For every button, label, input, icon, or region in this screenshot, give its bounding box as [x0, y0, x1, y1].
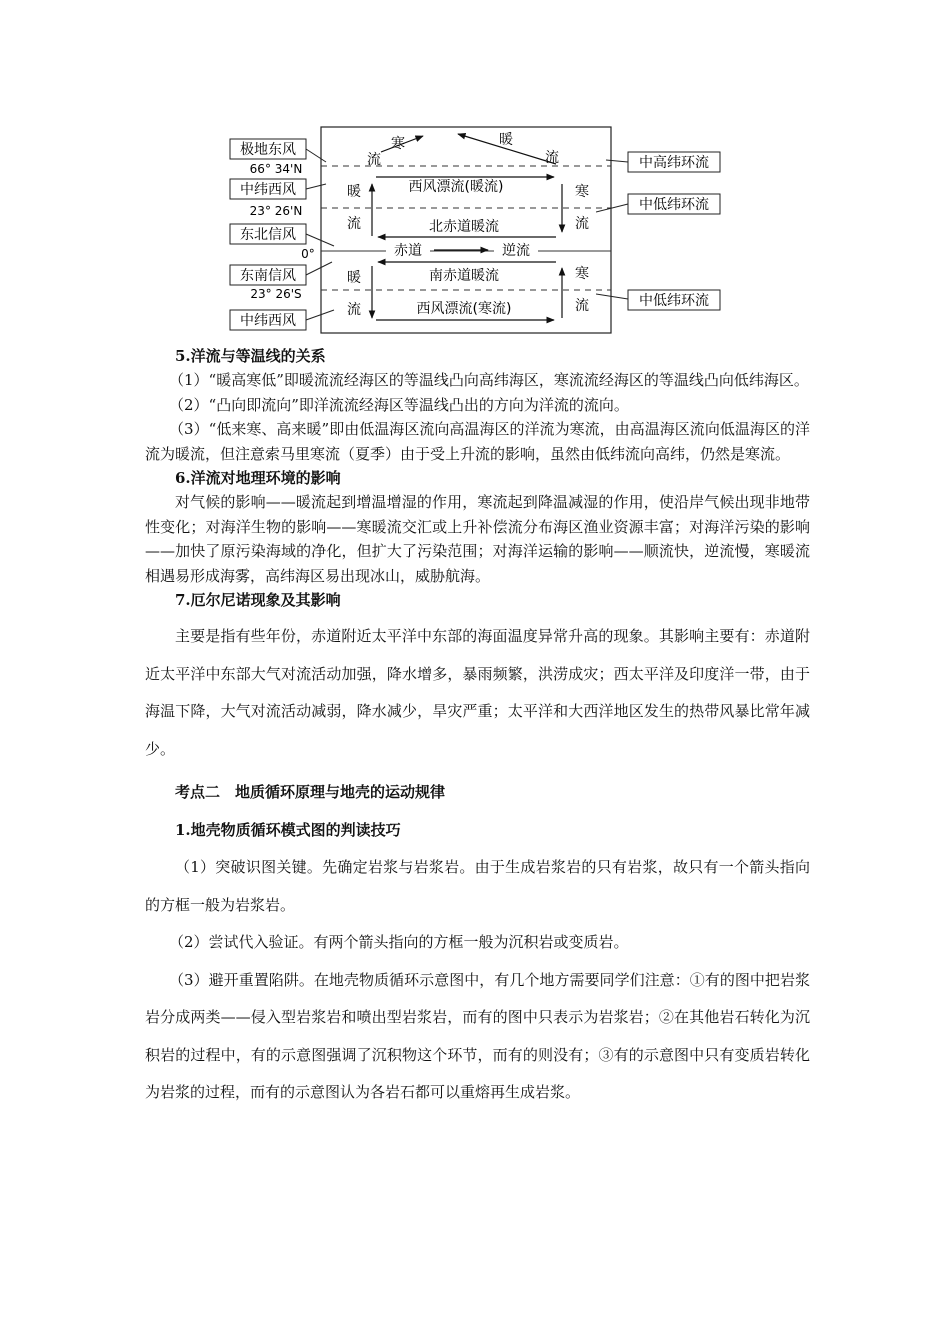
- section-6-para-1: 对气候的影响——暖流起到增温增湿的作用，寒流起到降温减湿的作用，使沿岸气候出现非地带性变化；对海洋生物的影响——寒暖流交汇或上升补偿流分布海区渔业资源丰富；对海洋污染的影响——加快了原污染海域的净化，但扩大了污染范围；对海洋运输的影响——顺流快，逆流慢，寒暖流相遇易形成海雾，高纬海区易出现冰山，威胁航海。: [145, 493, 810, 585]
- connector-line: [596, 294, 628, 299]
- connector-line: [306, 310, 334, 320]
- connector-line: [606, 160, 628, 162]
- text-n-liu-right: 流: [575, 216, 589, 232]
- text-eq-left: 赤道: [394, 243, 422, 259]
- right-labels-svg: [596, 124, 726, 336]
- ocean-current-svg: [226, 124, 626, 336]
- connector-line: [306, 262, 332, 275]
- section-5-title: 5.洋流与等温线的关系: [175, 347, 326, 365]
- text-n-han: 寒: [575, 184, 589, 200]
- label-polar-easterly: 极地东风: [240, 142, 296, 158]
- document-body: [145, 344, 810, 1112]
- section-5-para-3: （3）“低来寒、高来暖”即由低温海区流向高温海区的洋流为寒流，由高温海区流向低温海区的洋流为暖流，但注意索马里寒流（夏季）由于受上升流的影响，虽然由低纬流向高纬，仍然是寒流。: [145, 420, 810, 463]
- connector-line: [306, 149, 326, 162]
- text-s-han: 寒: [575, 266, 589, 282]
- text-south-eq: 南赤道暖流: [429, 268, 499, 284]
- topic-2-title: 考点二 地质循环原理与地壳的运动规律: [175, 783, 446, 801]
- label-mid-low-gyre-n: 中低纬环流: [639, 197, 709, 213]
- text-top-han: 寒: [391, 136, 405, 152]
- section-5-para-1: （1）“暖高寒低”即暖流流经海区的等温线凸向高纬海区，寒流流经海区的等温线凸向低纬海区。: [169, 371, 809, 389]
- section-7-title: 7.厄尔尼诺现象及其影响: [175, 591, 341, 609]
- topic-2-para-3: （3）避开重置陷阱。在地壳物质循环示意图中，有几个地方需要同学们注意：①有的图中把岩浆岩分成两类——侵入型岩浆岩和喷出型岩浆岩，而有的图中只表示为岩浆岩；②在其他岩石转化为沉积岩的过程中，有的示意图强调了沉积物这个环节，而有的则没有；③有的示意图中只有变质岩转化为岩浆的过程，而有的示意图认为各岩石都可以重熔再生成岩浆。: [145, 970, 810, 1101]
- text-s-nuan: 暖: [347, 270, 361, 286]
- text-top-liu-right: 流: [545, 150, 559, 166]
- section-5-para-2: （2）“凸向即流向”即洋流流经海区等温线凸出的方向为洋流的流向。: [169, 395, 629, 414]
- label-mid-low-gyre-s: 中低纬环流: [639, 293, 709, 309]
- label-equator: 0°: [301, 247, 315, 261]
- label-se-trade: 东南信风: [240, 268, 296, 284]
- text-eq-right: 逆流: [502, 243, 530, 259]
- text-westerly-s: 西风漂流(寒流): [416, 301, 512, 317]
- text-top-liu-left: 流: [367, 152, 381, 168]
- text-north-eq: 北赤道暖流: [429, 219, 499, 235]
- text-top-nuan: 暖: [499, 132, 513, 148]
- text-westerly-n: 西风漂流(暖流): [408, 179, 504, 195]
- section-7-para-1: 主要是指有些年份，赤道附近太平洋中东部的海面温度异常升高的现象。其影响主要有：赤道附近太平洋中东部大气对流活动加强，降水增多，暴雨频繁，洪涝成灾；西太平洋及印度洋一带，由于海温下降，大气对流活动减弱，降水减少，旱灾严重；太平洋和大西洋地区发生的热带风暴比常年减少。: [145, 627, 810, 758]
- connector-line: [306, 234, 334, 246]
- label-23s: 23° 26'S: [250, 287, 302, 301]
- connector-line: [596, 204, 628, 212]
- label-westerly-s: 中纬西风: [240, 313, 296, 329]
- ocean-current-diagram: [226, 124, 626, 336]
- label-23n: 23° 26'N: [249, 204, 303, 218]
- label-ne-trade: 东北信风: [240, 227, 296, 243]
- label-66n: 66° 34'N: [249, 162, 303, 176]
- connector-line: [306, 184, 326, 189]
- label-high-mid-gyre: 中高纬环流: [639, 155, 709, 171]
- label-westerly-n: 中纬西风: [240, 182, 296, 198]
- section-6-title: 6.洋流对地理环境的影响: [175, 469, 341, 487]
- text-n-nuan: 暖: [347, 184, 361, 200]
- text-s-liu-right: 流: [575, 298, 589, 314]
- text-n-liu: 流: [347, 216, 361, 232]
- topic-2-para-2: （2）尝试代入验证。有两个箭头指向的方框一般为沉积岩或变质岩。: [169, 933, 629, 951]
- text-s-liu: 流: [347, 302, 361, 318]
- topic-2-section-1-title: 1.地壳物质循环模式图的判读技巧: [175, 820, 401, 839]
- topic-2-para-1: （1）突破识图关键。先确定岩浆与岩浆岩。由于生成岩浆岩的只有岩浆，故只有一个箭头指向的方框一般为岩浆岩。: [145, 858, 810, 914]
